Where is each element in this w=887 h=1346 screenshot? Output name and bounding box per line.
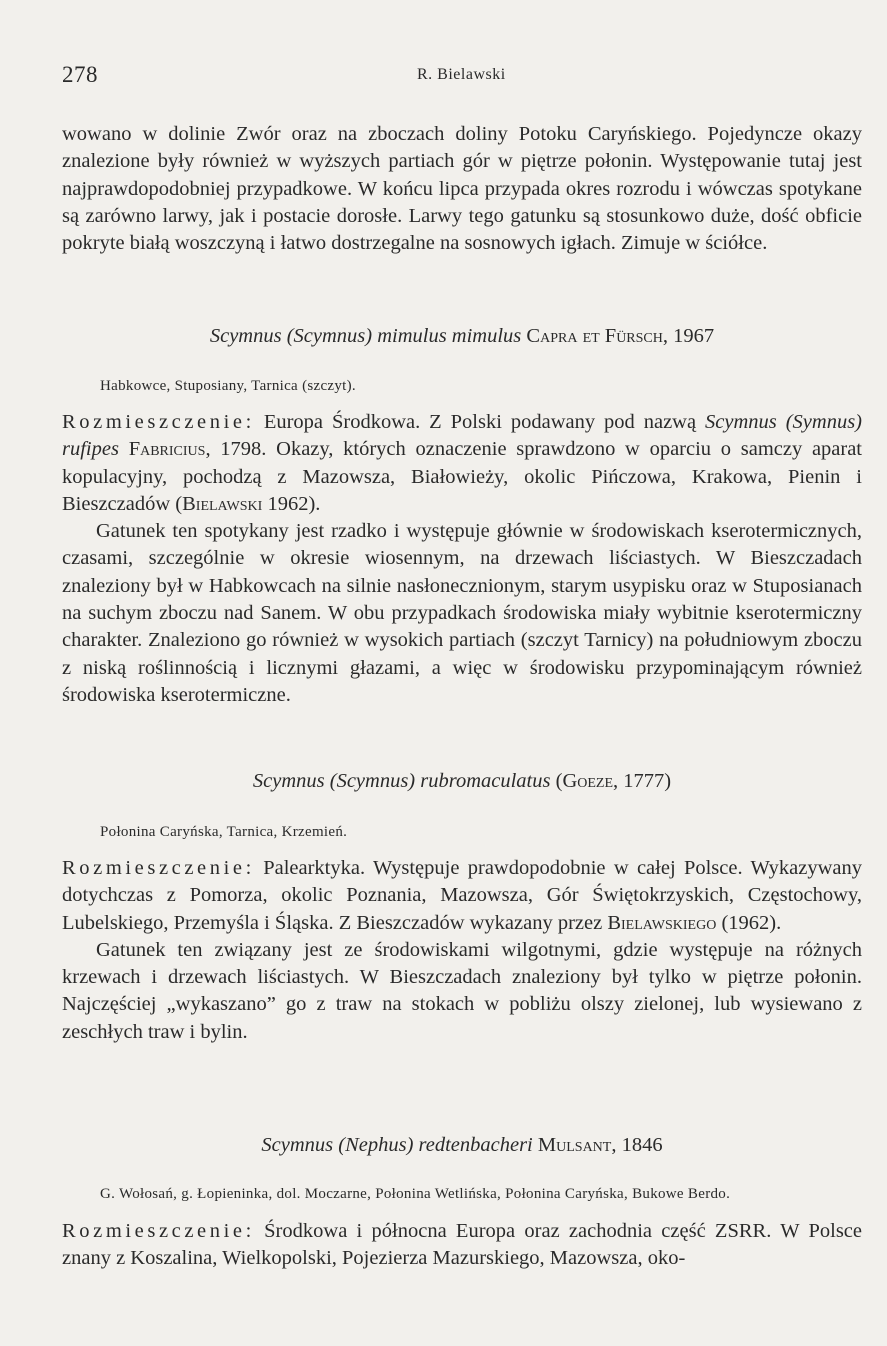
species-heading-3: [62, 1131, 862, 1159]
distribution-label: Rozmieszczenie:: [62, 857, 255, 879]
running-head: R. Bielawski: [417, 66, 506, 83]
species-year: , 1967: [662, 325, 715, 347]
distribution-paragraph: Rozmieszczenie: Środkowa i północna Europa oraz zachodnia część ZSRR. W Polsce znany z Koszalina, Wielkopolski, Pojezierza Mazurskiego, Mazowsza, oko-: [62, 1220, 862, 1270]
distribution-label: Rozmieszczenie:: [62, 411, 255, 433]
species-2-text: [62, 855, 862, 1046]
species-author: Mulsant: [537, 1134, 612, 1156]
species-year: , 1777): [613, 770, 672, 792]
ecology-paragraph: Gatunek ten spotykany jest rzadko i występuje głównie w środowiskach kserotermicznych, czasami, szczególnie w okresie wiosennym, na drzewach liściastych. W Bieszczadach znaleziony był w Habkowcach na silnie nasłonecznionym, starym usypisku oraz w Stuposianach na suchym zboczu nad Sanem. W obu przypadkach środowiska miały wybitnie kserotermiczny charakter. Znaleziono go również w wysokich partiach (szczyt Tarnicy) na południowym zboczu z niską roślinnością i licznymi głazami, a więc w środowisku przypominającym również środowiska kserotermiczne.: [62, 520, 862, 706]
cited-author: Bielawski: [182, 492, 263, 515]
page-header: [62, 62, 862, 92]
ecology-paragraph: Gatunek ten związany jest ze środowiskami wilgotnymi, gdzie występuje na różnych krzewach i drzewach liściastych. W Bieszczadach znaleziony był tylko w piętrze połonin. Najczęściej „wykaszano” go z traw na stokach w pobliżu olszy zielonej, lub wysiewano z zeschłych traw i bylin.: [62, 938, 862, 1043]
synonym-author: Fabricius: [128, 438, 206, 461]
species-3-text: [62, 1218, 862, 1273]
species-name: Scymnus (Scymnus) mimulus mimulus: [209, 325, 522, 347]
species-heading-1: [62, 322, 862, 350]
species-author: Capra et Fürsch: [526, 325, 663, 347]
distribution-paragraph: Rozmieszczenie: Europa Środkowa. Z Polski podawany pod nazwą Scymnus (Symnus) rufipes Fabricius, 1798. Okazy, których oznaczenie sprawdzono w oparciu o samczy aparat kopulacyjny, pochodzą z Mazowsza, Białowieży, okolic Pińczowa, Krakowa, Pienin i Bieszczadów (Bielawski 1962).: [62, 411, 863, 515]
species-name: Scymnus (Nephus) redtenbacheri: [261, 1134, 533, 1156]
intro-paragraph: wowano w dolinie Zwór oraz na zboczach doliny Potoku Caryńskiego. Pojedyncze okazy znalezione były również w wyższych partiach gór w piętrze połonin. Występowanie tutaj jest najprawdopodobniej przypadkowe. W końcu lipca przypada okres rozrodu i wówczas spotykane są zarówno larwy, jak i postacie dorosłe. Larwy tego gatunku są stosunkowo duże, dość obficie pokryte białą woszczyną i łatwo dostrzegalne na sosnowych igłach. Zimuje w ściółce.: [62, 123, 862, 255]
species-heading-2: Scymnus (Scymnus) rubromaculatus (Goeze, 1777): [252, 770, 672, 792]
localities-2: Połonina Caryńska, Tarnica, Krzemień.: [100, 824, 348, 840]
cited-author: Bielawskiego: [607, 911, 717, 934]
localities-3: G. Wołosań, g. Łopieninka, dol. Moczarne, Połonina Wetlińska, Połonina Caryńska, Bukowe Berdo.: [100, 1186, 731, 1202]
species-year: , 1846: [611, 1134, 663, 1156]
species-1-text: [62, 409, 862, 709]
distribution-label: Rozmieszczenie:: [62, 1220, 255, 1242]
intro-section: [62, 121, 862, 257]
species-author: Goeze: [562, 770, 614, 792]
synonym-name: Scymnus (Symnus) rufipes: [62, 411, 863, 461]
distribution-paragraph: Rozmieszczenie: Palearktyka. Występuje prawdopodobnie w całej Polsce. Wykazywany dotychczas z Pomorza, okolic Poznania, Mazowsza, Gór Świętokrzyskich, Częstochowy, Lubelskiego, Przemyśla i Śląska. Z Bieszczadów wykazany przez Bielawskiego (1962).: [62, 857, 862, 934]
localities-1: Habkowce, Stuposiany, Tarnica (szczyt).: [100, 378, 356, 394]
species-name: Scymnus (Scymnus) rubromaculatus: [252, 770, 551, 792]
page-number: 278: [62, 62, 98, 87]
